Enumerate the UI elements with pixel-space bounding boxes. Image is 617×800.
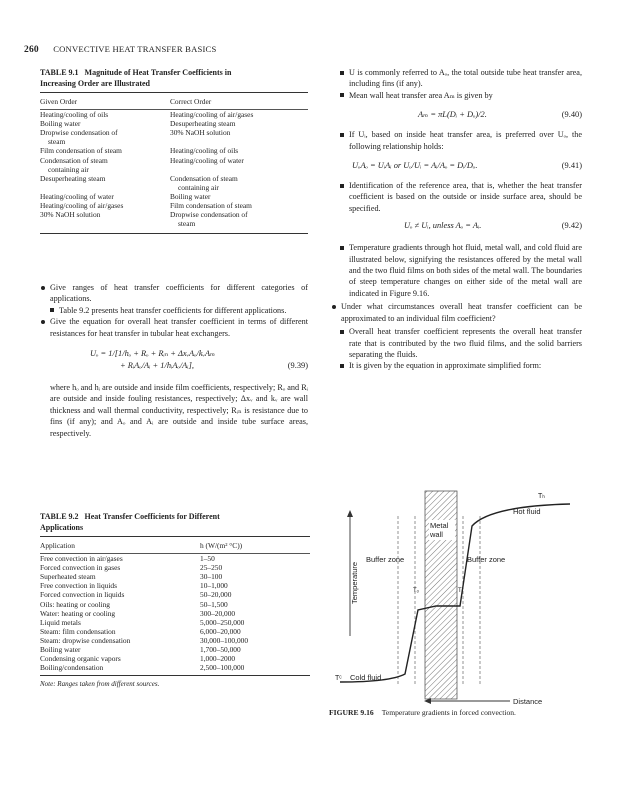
table-cell-value: Heating/cooling of oils [170, 146, 239, 156]
table-cell-value: 50–1,500 [200, 599, 228, 609]
bullet-overall-coefficient: Overall heat transfer coefficient represents the overall heat transfer rate that is contributed by the two fluid films, and the solid barriers separating the fluids. [340, 326, 582, 360]
table-9-2-row [40, 645, 310, 654]
table-cell-value: 5,000–250,000 [200, 617, 245, 627]
bullet-mean-wall-area: Mean wall heat transfer area Aₘ is given by [340, 90, 582, 101]
table-cell-label: steam [48, 137, 66, 147]
table-9-2-row [40, 554, 310, 564]
table-9-1 [40, 67, 308, 234]
table-9-2-row [40, 581, 310, 590]
table-9-1-col1: Given Order [40, 97, 78, 106]
bullet-uo-reference: U is commonly referred to Aₒ, the total outside tube heat transfer area, including fins (if any). [340, 67, 582, 90]
table-9-2-col2: h (W/(m² °C)) [200, 541, 243, 550]
table-cell-value: 2,500–100,000 [200, 663, 245, 673]
equation-9-40: Aₘ = πL(Dᵢ + Dₒ)/2. (9.40) [418, 110, 582, 120]
table-9-2-row [40, 600, 310, 609]
table-cell-value: Desuperheating steam [170, 119, 236, 129]
distance-axis-label: Distance [513, 697, 543, 706]
table-9-1-row [40, 156, 308, 165]
table-9-2-row [40, 590, 310, 599]
th-label: Tₕ [538, 493, 546, 500]
table-cell-label: Steam: dropwise condensation [40, 635, 131, 645]
where-text: where hₒ and hᵢ are outside and inside film coefficients, respectively; Rₒ and Rᵢ are outside and inside fouling resistances, respectively; Δxᵥ and kᵥ are wall thickness and wall thermal conductivity, respectively; Rᵢₙ is resistance due to fins (if any); and Aₒ and Aᵢ are outside and inside tube surface areas, respectively. [50, 383, 308, 438]
bullet-ui-preferred: If Uᵢ, based on inside heat transfer area, is preferred over Uₒ, the following relationship holds: [340, 129, 582, 152]
table-cell-label: Desuperheating steam [40, 173, 106, 183]
bullet-simplified-form: It is given by the equation in approximate simplified form: [340, 360, 582, 371]
running-header [24, 44, 216, 55]
figure-9-16 [330, 486, 592, 708]
equation-9-42: Uₒ ≠ Uᵢ, unless Aₒ = Aᵢ. (9.42) [404, 221, 582, 231]
table-9-2-grid [40, 536, 310, 672]
table-cell-value: containing air [178, 182, 219, 192]
bullet-ranges: Give ranges of heat transfer coefficients for different categories of applications. [40, 282, 308, 305]
equation-9-41: UₒAₒ = UᵢAᵢ or Uₒ/Uᵢ = Aᵢ/Aₒ = Dᵢ/Dₒ. (9.41) [352, 161, 582, 171]
table-9-2-row [40, 627, 310, 636]
table-9-1-row [40, 128, 308, 137]
table-9-2-col1: Application [40, 541, 75, 550]
table-cell-label: Boiling water [40, 645, 81, 655]
table-cell-label: Water: heating or cooling [40, 608, 116, 618]
hot-fluid-label: Hot fluid [513, 507, 541, 516]
table-cell-value: 30–100 [200, 572, 223, 582]
table-cell-label: Liquid metals [40, 617, 81, 627]
table-cell-label: Steam: film condensation [40, 626, 116, 636]
table-cell-label: 30% NaOH solution [40, 210, 101, 220]
table-cell-label: Dropwise condensation of [40, 128, 118, 138]
table-9-2-caption: TABLE 9.2 Heat Transfer Coefficients for Different Applications [40, 512, 220, 532]
table-cell-label: Heating/cooling of water [40, 191, 114, 201]
table-9-1-row [40, 119, 308, 128]
cold-fluid-label: Cold fluid [350, 673, 382, 682]
table-9-1-row [40, 137, 308, 146]
table-cell-label: Heating/cooling of air/gases [40, 201, 124, 211]
table-9-2-row [40, 654, 310, 663]
table-cell-value: 10–1,000 [200, 581, 228, 591]
bullet-temperature-gradients: Temperature gradients through hot fluid, metal wall, and cold fluid are illustrated below, signifying the resistances offered by the metal wall and the two fluid films on both sides of the metal wall. The boundaries of steep temperature changes on either side of the metal wall are indicated in Figure 9.16. [340, 242, 582, 299]
metal-wall-label-2: wall [430, 530, 443, 539]
metal-wall-label-1: Metal [430, 521, 449, 530]
table-cell-value: 300–20,000 [200, 608, 236, 618]
equation-9-39: Uₒ = 1/[1/hₒ + Rₒ + Rᵢₙ + ΔxᵥAₒ/kᵥAₘ + RᵢAₒ/Aᵢ + 1/hᵢAₒ/Aᵢ], (9.39) [90, 349, 308, 371]
table-cell-label: Forced convection in liquids [40, 590, 125, 600]
table-cell-value: Condensation of steam [170, 173, 238, 183]
bullet-reference-area: Identification of the reference area, that is, whether the heat transfer coefficient is based on the outside or inside surface area, should be specified. [340, 180, 582, 214]
table-cell-value [170, 165, 308, 174]
table-cell-label: Condensing organic vapors [40, 654, 121, 664]
running-title: CONVECTIVE HEAT TRANSFER BASICS [53, 44, 217, 54]
table-cell-value [170, 137, 308, 146]
table-9-1-row [40, 201, 308, 210]
table-9-1-col2: Correct Order [170, 97, 212, 106]
table-9-1-row [40, 110, 308, 120]
table-cell-label: Film condensation of steam [40, 146, 122, 156]
table-9-2 [40, 511, 310, 688]
table-cell-value: 1,700–50,000 [200, 645, 241, 655]
bullet-question: Under what circumstances overall heat transfer coefficient can be approximated to an individual film coefficient? [331, 301, 582, 324]
table-9-1-row [40, 192, 308, 201]
left-text [40, 282, 308, 439]
table-cell-value: Heating/cooling of water [170, 155, 244, 165]
table-cell-value: 30,000–100,000 [200, 635, 249, 645]
table-cell-label: Heating/cooling of oils [40, 110, 109, 120]
table-9-2-row [40, 609, 310, 618]
table-cell-label [40, 219, 170, 228]
table-cell-value: 25–250 [200, 563, 223, 573]
figure-9-16-caption: FIGURE 9.16 Temperature gradients in forced convection. [329, 708, 516, 717]
table-cell-label: Boiling water [40, 119, 81, 129]
table-cell-label: Oils: heating or cooling [40, 599, 110, 609]
table-cell-label: Forced convection in gases [40, 563, 121, 573]
table-9-2-row [40, 663, 310, 672]
table-cell-value: steam [178, 219, 196, 229]
table-cell-value: 30% NaOH solution [170, 128, 231, 138]
temperature-arrow-head [347, 510, 353, 517]
two-label: Tₒ [413, 588, 419, 594]
bullet-table-9-2: Table 9.2 presents heat transfer coefficients for different applications. [50, 305, 308, 316]
table-9-2-row [40, 563, 310, 572]
table-cell-value: 1,000–2000 [200, 654, 236, 664]
table-9-1-row [40, 219, 308, 228]
table-cell-label: containing air [48, 164, 89, 174]
table-cell-value: Dropwise condensation of [170, 210, 248, 220]
table-9-1-row [40, 183, 308, 192]
buffer-zone-right: Buffer zone [467, 555, 506, 564]
twi-label: Tᵢ [458, 588, 463, 594]
table-cell-label: Boiling/condensation [40, 663, 104, 673]
bullet-overall-equation: Give the equation for overall heat transfer coefficient in terms of different resistances for heat transfer in tubular heat exchangers. [40, 316, 308, 339]
table-9-2-row [40, 636, 310, 645]
table-9-1-grid [40, 92, 308, 228]
right-text [340, 67, 582, 372]
table-cell-label: Superheated steam [40, 572, 96, 582]
table-9-1-row [40, 210, 308, 219]
table-9-2-row [40, 618, 310, 627]
table-cell-value: Heating/cooling of air/gases [170, 110, 254, 120]
table-9-1-row [40, 146, 308, 155]
table-cell-label: Free convection in liquids [40, 581, 117, 591]
table-cell-label [40, 183, 170, 192]
table-9-1-row [40, 165, 308, 174]
table-cell-value: 50–20,000 [200, 590, 232, 600]
table-cell-value: Film condensation of steam [170, 201, 252, 211]
table-9-2-row [40, 572, 310, 581]
table-cell-label: Free convection in air/gases [40, 554, 123, 564]
table-cell-value: Boiling water [170, 191, 211, 201]
table-cell-value: 1–50 [200, 554, 215, 564]
table-cell-label: Condensation of steam [40, 155, 108, 165]
table-9-1-caption: TABLE 9.1 Magnitude of Heat Transfer Coefficients in Increasing Order are Illustrated [40, 68, 232, 88]
tc-label: Tᶜ [335, 675, 342, 682]
temperature-axis-label: Temperature [350, 561, 359, 604]
table-cell-value: 6,000–20,000 [200, 626, 241, 636]
table-9-1-row [40, 174, 308, 183]
table-9-2-note: Note: Ranges taken from different sources. [40, 680, 160, 689]
page-number: 260 [24, 45, 39, 55]
buffer-zone-left: Buffer zone [366, 555, 405, 564]
